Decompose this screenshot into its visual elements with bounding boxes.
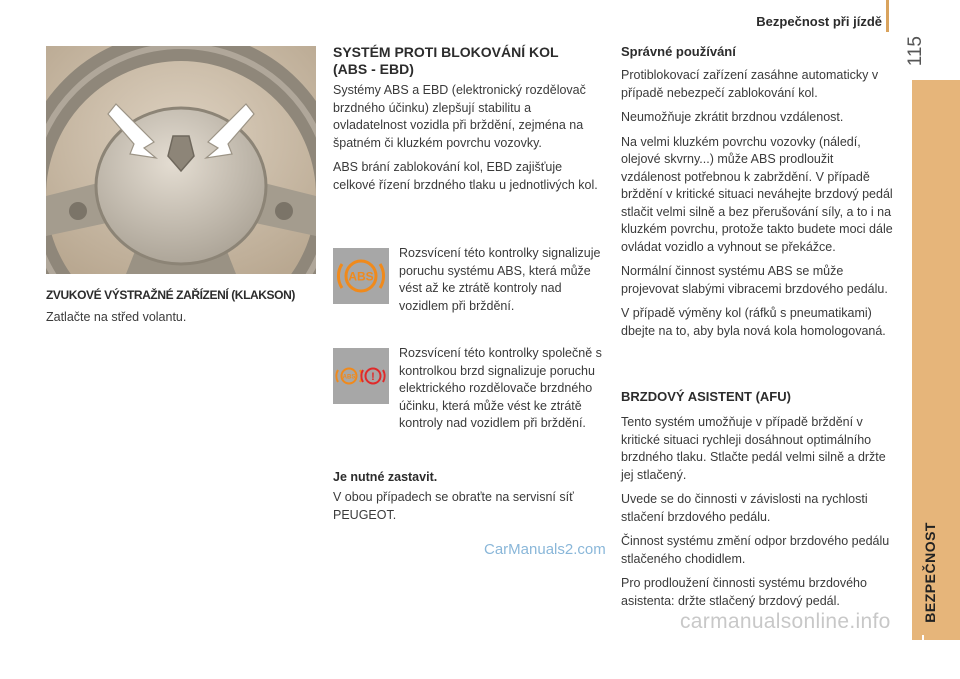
afu-heading: BRZDOVÝ ASISTENT (AFU) xyxy=(621,389,791,404)
usage-paragraph-5: V případě výměny kol (ráfků s pneumatikami) dbejte na to, aby byla nová kola homologovaná. xyxy=(621,306,886,338)
usage-body xyxy=(621,67,896,347)
usage-paragraph-4: Normální činnost systému ABS se může projevovat slabými vibracemi brzdového pedálu. xyxy=(621,264,888,296)
abs-intro xyxy=(333,82,603,201)
chapter-number: 5 xyxy=(924,640,943,678)
abs-paragraph-1: Systémy ABS a EBD (elektronický rozdělovač brzdného účinku) zlepšují stabilitu a ovladatelnost vozidla při brždění, zejména na špatném či kluzkém povrchu vozovky. xyxy=(333,83,586,150)
afu-body xyxy=(621,414,896,617)
ebd-lamp-panel xyxy=(333,348,389,404)
ebd-warning-lamps-icon xyxy=(333,348,389,404)
abs-lamp-label: ABS xyxy=(348,269,374,284)
watermark-carmanuals2: CarManuals2.com xyxy=(484,541,606,558)
header-rule xyxy=(886,0,889,32)
chapter-tab-label: BEZPEČNOST xyxy=(922,522,938,623)
abs-heading-line2: (ABS - EBD) xyxy=(333,61,414,77)
small-abs-lamp-icon xyxy=(336,369,361,384)
steering-wheel-icon xyxy=(46,46,316,274)
afu-paragraph-3: Činnost systému změní odpor brzdového pedálu stlačeného chodidlem. xyxy=(621,534,890,566)
brake-warning-lamp-icon xyxy=(361,369,384,384)
stop-notice-text: V obou případech se obraťte na servisní síť PEUGEOT. xyxy=(333,490,574,522)
usage-paragraph-3: Na velmi kluzkém povrchu vozovky (náledí, olejové skvrny...) může ABS prodloužit vzdálenost potřebnou k zabrždění. V případě brždění v kritické situaci neváhejte brzdový pedál stlačit velmi silně a bez přerušování síly, a to i na kluzkém povrchu, protože takto budete moci dále ovládat vozidlo a vyhnout se překážce. xyxy=(621,134,893,254)
stop-notice-heading: Je nutné zastavit. xyxy=(333,470,438,484)
usage-heading: Správné používání xyxy=(621,44,736,59)
afu-paragraph-1: Tento systém umožňuje v případě brždění v kritické situaci rychleji dosáhnout optimálního brzdného tlaku. Stlačte pedál velmi silně a držte jej stlačený. xyxy=(621,415,886,482)
abs-heading xyxy=(333,44,603,78)
watermark-carmanualsonline: carmanualsonline.info xyxy=(680,610,891,633)
afu-paragraph-4: Pro prodloužení činnosti systému brzdového asistenta: držte stlačený brzdový pedál. xyxy=(621,576,867,608)
steering-wheel-illustration xyxy=(46,46,316,274)
afu-paragraph-2: Uvede se do činnosti v závislosti na rychlosti stlačení brzdového pedálu. xyxy=(621,492,868,524)
horn-heading: ZVUKOVÉ VÝSTRAŽNÉ ZAŘÍZENÍ (KLAKSON) xyxy=(46,288,295,302)
abs-lamp-text: Rozsvícení této kontrolky signalizuje poruchu systému ABS, která může vést až ke ztrátě kontroly nad vozidlem při brždění. xyxy=(399,246,601,313)
abs-heading-line1: SYSTÉM PROTI BLOKOVÁNÍ KOL xyxy=(333,44,559,60)
usage-paragraph-1: Protiblokovací zařízení zasáhne automaticky v případě nebezpečí zablokování kol. xyxy=(621,68,879,100)
small-abs-lamp-label: ABS xyxy=(342,374,356,381)
abs-lamp-panel xyxy=(333,248,389,304)
usage-paragraph-2: Neumožňuje zkrátit brzdnou vzdálenost. xyxy=(621,110,844,124)
horn-text: Zatlačte na střed volantu. xyxy=(46,310,187,324)
chapter-tab xyxy=(912,80,960,678)
section-title: Bezpečnost při jízdě xyxy=(756,14,882,29)
abs-paragraph-2: ABS brání zablokování kol, EBD zajišťuje celkové řízení brzdného tlaku u jednotlivých kol. xyxy=(333,160,598,192)
brake-lamp-mark: ! xyxy=(371,371,375,383)
abs-warning-lamp-icon xyxy=(333,248,389,304)
page-number: 115 xyxy=(905,36,926,67)
ebd-lamp-text: Rozsvícení této kontrolky společně s kontrolkou brzd signalizuje poruchu elektrického rozdělovače brzdného účinku, která může vést ke ztrátě kontroly nad vozidlem při brždění. xyxy=(399,346,602,430)
